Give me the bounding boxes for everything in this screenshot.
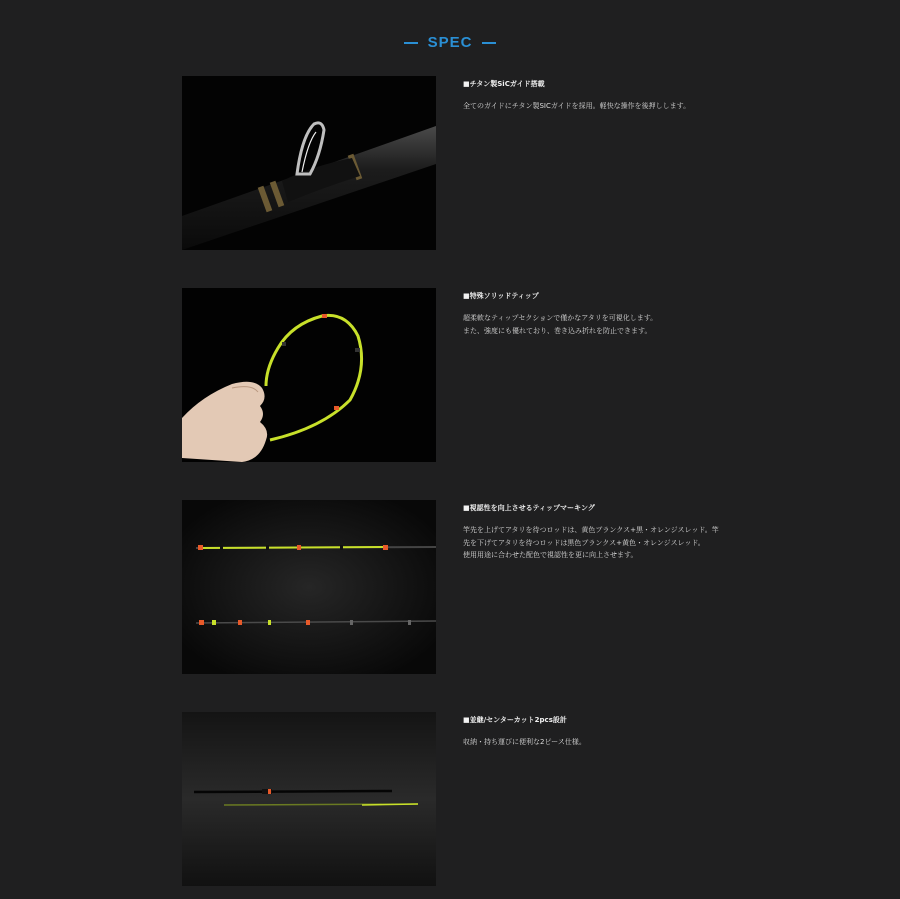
feature-line: 収納・持ち運びに便利な2ピース仕様。 (463, 738, 586, 746)
two-piece-photo (182, 712, 436, 886)
feature-line: 竿先を上げてアタリを待つロッドは、黄色ブランクス+黒・オレンジスレッド。竿 (463, 526, 719, 534)
feature-row-tip (182, 288, 742, 462)
feature-line: 超柔軟なティップセクションで僅かなアタリを可視化します。 (463, 314, 658, 322)
feature-body (463, 312, 733, 337)
feature-line: また、強度にも優れており、巻き込み折れを防止できます。 (463, 326, 652, 335)
heading-dash-right (482, 42, 496, 44)
solid-tip-photo (182, 288, 436, 462)
feature-heading: ■チタン製SiCガイド搭載 (463, 80, 545, 88)
guide-photo (182, 76, 436, 250)
feature-line: 先を下げてアタリを待つロッドは黒色ブランクス+黄色・オレンジスレッド。 (463, 538, 705, 547)
feature-body (463, 100, 733, 113)
feature-body (463, 524, 733, 562)
spec-heading (0, 34, 900, 51)
feature-line: 全てのガイドにチタン製SICガイドを採用。軽快な操作を後押しします。 (463, 102, 691, 110)
page-title: SPEC (427, 34, 473, 51)
feature-text-guide (463, 76, 733, 113)
feature-text-marking (463, 500, 733, 562)
tip-marking-photo (182, 500, 436, 674)
heading-dash-left (404, 42, 418, 44)
feature-heading: ■並継/センターカット2pcs設計 (463, 716, 567, 724)
feature-row-guide (182, 76, 742, 250)
feature-text-2pcs (463, 712, 733, 749)
feature-row-2pcs (182, 712, 742, 886)
feature-heading: ■特殊ソリッドティップ (463, 292, 539, 300)
feature-line: 使用用途に合わせた配色で視認性を更に向上させます。 (463, 551, 638, 559)
feature-heading: ■視認性を向上させるティップマーキング (463, 504, 595, 512)
feature-text-tip (463, 288, 733, 337)
feature-row-marking (182, 500, 742, 674)
feature-body (463, 736, 733, 749)
